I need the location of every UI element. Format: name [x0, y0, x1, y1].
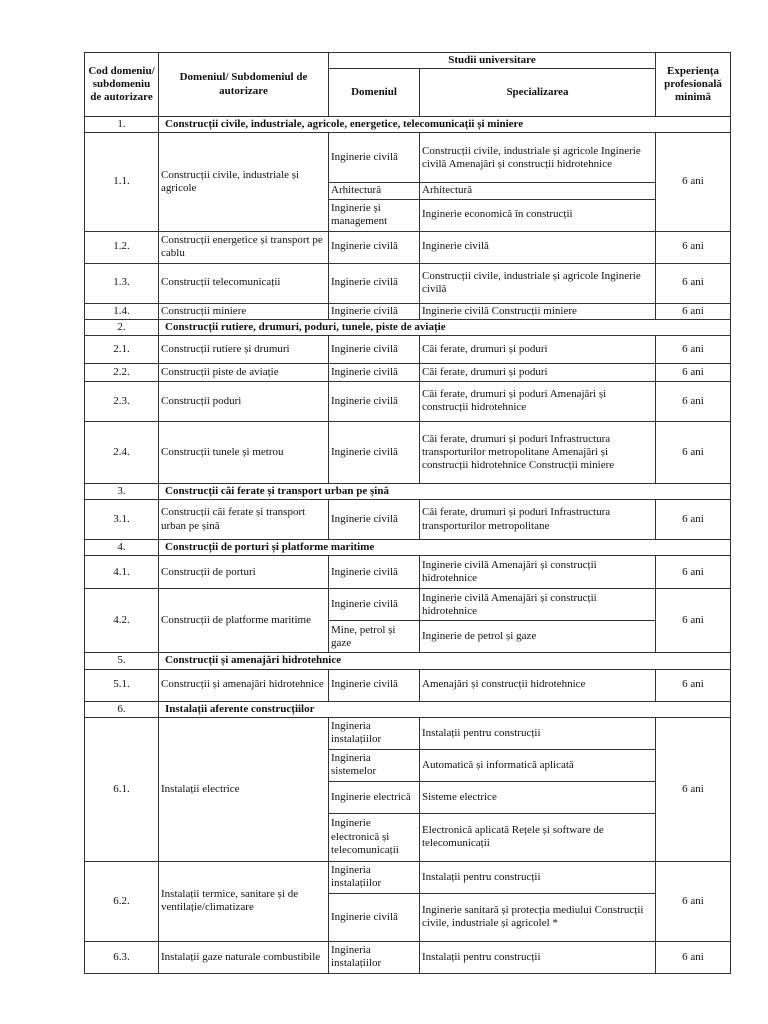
row-name: Instalații termice, sanitare și de ventilație/climatizare	[159, 861, 329, 941]
section-row	[85, 653, 731, 669]
authorization-table	[84, 52, 731, 974]
row-experience: 6 ani	[656, 717, 731, 861]
row-domain: Inginerie și management	[329, 199, 420, 231]
row-code: 1.4.	[85, 303, 159, 319]
row-specialization: Căi ferate, drumuri și poduri Amenajări și construcții hidrotehnice	[420, 381, 656, 421]
row-experience: 6 ani	[656, 861, 731, 941]
header-domeniul: Domeniul	[329, 69, 420, 117]
row-domain: Inginerie civilă	[329, 381, 420, 421]
header-row	[85, 53, 731, 69]
row-specialization: Construcții civile, industriale și agricole Inginerie civilă	[420, 263, 656, 303]
row-name: Construcții energetice și transport pe cablu	[159, 231, 329, 263]
section-row	[85, 540, 731, 556]
row-code: 2.1.	[85, 335, 159, 363]
row-experience: 6 ani	[656, 381, 731, 421]
row-domain: Ingineria instalațiilor	[329, 941, 420, 973]
row-name: Construcții civile, industriale și agricole	[159, 133, 329, 231]
section-code: 6.	[85, 701, 159, 717]
table-row	[85, 363, 731, 381]
row-code: 1.2.	[85, 231, 159, 263]
row-specialization: Inginerie civilă Construcții miniere	[420, 303, 656, 319]
row-name: Construcții și amenajări hidrotehnice	[159, 669, 329, 701]
row-domain: Ingineria instalațiilor	[329, 717, 420, 749]
row-name: Construcții rutiere și drumuri	[159, 335, 329, 363]
row-code: 6.3.	[85, 941, 159, 973]
row-domain: Ingineria sistemelor	[329, 749, 420, 781]
header-studii: Studii universitare	[329, 53, 656, 69]
section-row	[85, 483, 731, 499]
row-domain: Inginerie civilă	[329, 893, 420, 941]
row-name: Construcții tunele și metrou	[159, 421, 329, 483]
section-code: 5.	[85, 653, 159, 669]
section-row	[85, 701, 731, 717]
section-title: Construcții civile, industriale, agricole, energetice, telecomunicații și miniere	[159, 117, 731, 133]
row-domain: Inginerie civilă	[329, 133, 420, 183]
row-name: Construcții căi ferate și transport urban pe șină	[159, 500, 329, 540]
row-specialization: Amenajări și construcții hidrotehnice	[420, 669, 656, 701]
row-specialization: Inginerie civilă Amenajări și construcții hidrotehnice	[420, 556, 656, 589]
row-domain: Mine, petrol și gaze	[329, 621, 420, 653]
row-name: Construcții poduri	[159, 381, 329, 421]
row-code: 4.1.	[85, 556, 159, 589]
row-specialization: Arhitectură	[420, 183, 656, 199]
section-code: 1.	[85, 117, 159, 133]
section-title: Construcții și amenajări hidrotehnice	[159, 653, 731, 669]
section-title: Construcții căi ferate și transport urban pe șină	[159, 483, 731, 499]
table-row	[85, 669, 731, 701]
row-domain: Inginerie civilă	[329, 363, 420, 381]
section-code: 3.	[85, 483, 159, 499]
row-domain: Inginerie civilă	[329, 303, 420, 319]
row-domain: Inginerie civilă	[329, 556, 420, 589]
header-experienta: Experiența profesională minimă	[656, 53, 731, 117]
row-specialization: Sisteme electrice	[420, 781, 656, 813]
row-specialization: Automatică și informatică aplicată	[420, 749, 656, 781]
table-row	[85, 941, 731, 973]
row-experience: 6 ani	[656, 556, 731, 589]
row-name: Construcții miniere	[159, 303, 329, 319]
row-domain: Inginerie civilă	[329, 231, 420, 263]
row-specialization: Inginerie civilă	[420, 231, 656, 263]
row-domain: Inginerie civilă	[329, 500, 420, 540]
section-row	[85, 117, 731, 133]
row-name: Instalații gaze naturale combustibile	[159, 941, 329, 973]
row-code: 6.2.	[85, 861, 159, 941]
row-code: 1.3.	[85, 263, 159, 303]
row-experience: 6 ani	[656, 263, 731, 303]
section-title: Instalații aferente construcțiilor	[159, 701, 731, 717]
row-code: 1.1.	[85, 133, 159, 231]
table-row	[85, 133, 731, 183]
row-experience: 6 ani	[656, 421, 731, 483]
row-specialization: Inginerie de petrol și gaze	[420, 621, 656, 653]
row-specialization: Inginerie civilă Amenajări și construcții hidrotehnice	[420, 589, 656, 621]
row-experience: 6 ani	[656, 363, 731, 381]
row-specialization: Electronică aplicată Rețele și software de telecomunicații	[420, 813, 656, 861]
row-specialization: Căi ferate, drumuri și poduri Infrastructura transporturilor metropolitane Amenajări și construcții hidrotehnice Construcții miniere	[420, 421, 656, 483]
table-row	[85, 381, 731, 421]
table-row	[85, 556, 731, 589]
row-experience: 6 ani	[656, 335, 731, 363]
row-domain: Inginerie electrică	[329, 781, 420, 813]
row-code: 2.2.	[85, 363, 159, 381]
row-domain: Inginerie civilă	[329, 421, 420, 483]
row-experience: 6 ani	[656, 231, 731, 263]
row-specialization: Căi ferate, drumuri și poduri	[420, 363, 656, 381]
row-experience: 6 ani	[656, 941, 731, 973]
row-domain: Inginerie civilă	[329, 589, 420, 621]
table-row	[85, 303, 731, 319]
row-name: Construcții de porturi	[159, 556, 329, 589]
row-specialization: Instalații pentru construcții	[420, 717, 656, 749]
row-specialization: Căi ferate, drumuri și poduri Infrastructura transporturilor metropolitane	[420, 500, 656, 540]
table-row	[85, 231, 731, 263]
row-experience: 6 ani	[656, 669, 731, 701]
section-row	[85, 319, 731, 335]
row-name: Construcții de platforme maritime	[159, 589, 329, 653]
row-code: 3.1.	[85, 500, 159, 540]
row-domain: Arhitectură	[329, 183, 420, 199]
row-specialization: Instalații pentru construcții	[420, 941, 656, 973]
section-title: Construcții de porturi și platforme maritime	[159, 540, 731, 556]
row-name: Construcții telecomunicații	[159, 263, 329, 303]
row-name: Instalații electrice	[159, 717, 329, 861]
header-domeniu-subdomeniu: Domeniul/ Subdomeniul de autorizare	[159, 53, 329, 117]
row-domain: Inginerie electronică și telecomunicații	[329, 813, 420, 861]
row-name: Construcții piste de aviație	[159, 363, 329, 381]
row-code: 2.4.	[85, 421, 159, 483]
section-code: 4.	[85, 540, 159, 556]
row-code: 5.1.	[85, 669, 159, 701]
row-experience: 6 ani	[656, 133, 731, 231]
row-domain: Ingineria instalațiilor	[329, 861, 420, 893]
row-specialization: Construcții civile, industriale și agricole Inginerie civilă Amenajări și construcții hidrotehnice	[420, 133, 656, 183]
header-specializarea: Specializarea	[420, 69, 656, 117]
row-domain: Inginerie civilă	[329, 669, 420, 701]
row-domain: Inginerie civilă	[329, 335, 420, 363]
row-specialization: Inginerie economică în construcții	[420, 199, 656, 231]
table-row	[85, 263, 731, 303]
row-experience: 6 ani	[656, 589, 731, 653]
row-domain: Inginerie civilă	[329, 263, 420, 303]
row-code: 4.2.	[85, 589, 159, 653]
table-row	[85, 589, 731, 621]
row-specialization: Căi ferate, drumuri și poduri	[420, 335, 656, 363]
row-experience: 6 ani	[656, 303, 731, 319]
table-row	[85, 421, 731, 483]
header-cod: Cod domeniu/ subdomeniu de autorizare	[85, 53, 159, 117]
row-code: 2.3.	[85, 381, 159, 421]
section-code: 2.	[85, 319, 159, 335]
row-specialization: Inginerie sanitară și protecția mediului Construcții civile, industriale și agricolel *	[420, 893, 656, 941]
table-row	[85, 717, 731, 749]
table-row	[85, 861, 731, 893]
table-row	[85, 335, 731, 363]
row-code: 6.1.	[85, 717, 159, 861]
row-experience: 6 ani	[656, 500, 731, 540]
section-title: Construcții rutiere, drumuri, poduri, tunele, piste de aviație	[159, 319, 731, 335]
row-specialization: Instalații pentru construcții	[420, 861, 656, 893]
table-row	[85, 500, 731, 540]
